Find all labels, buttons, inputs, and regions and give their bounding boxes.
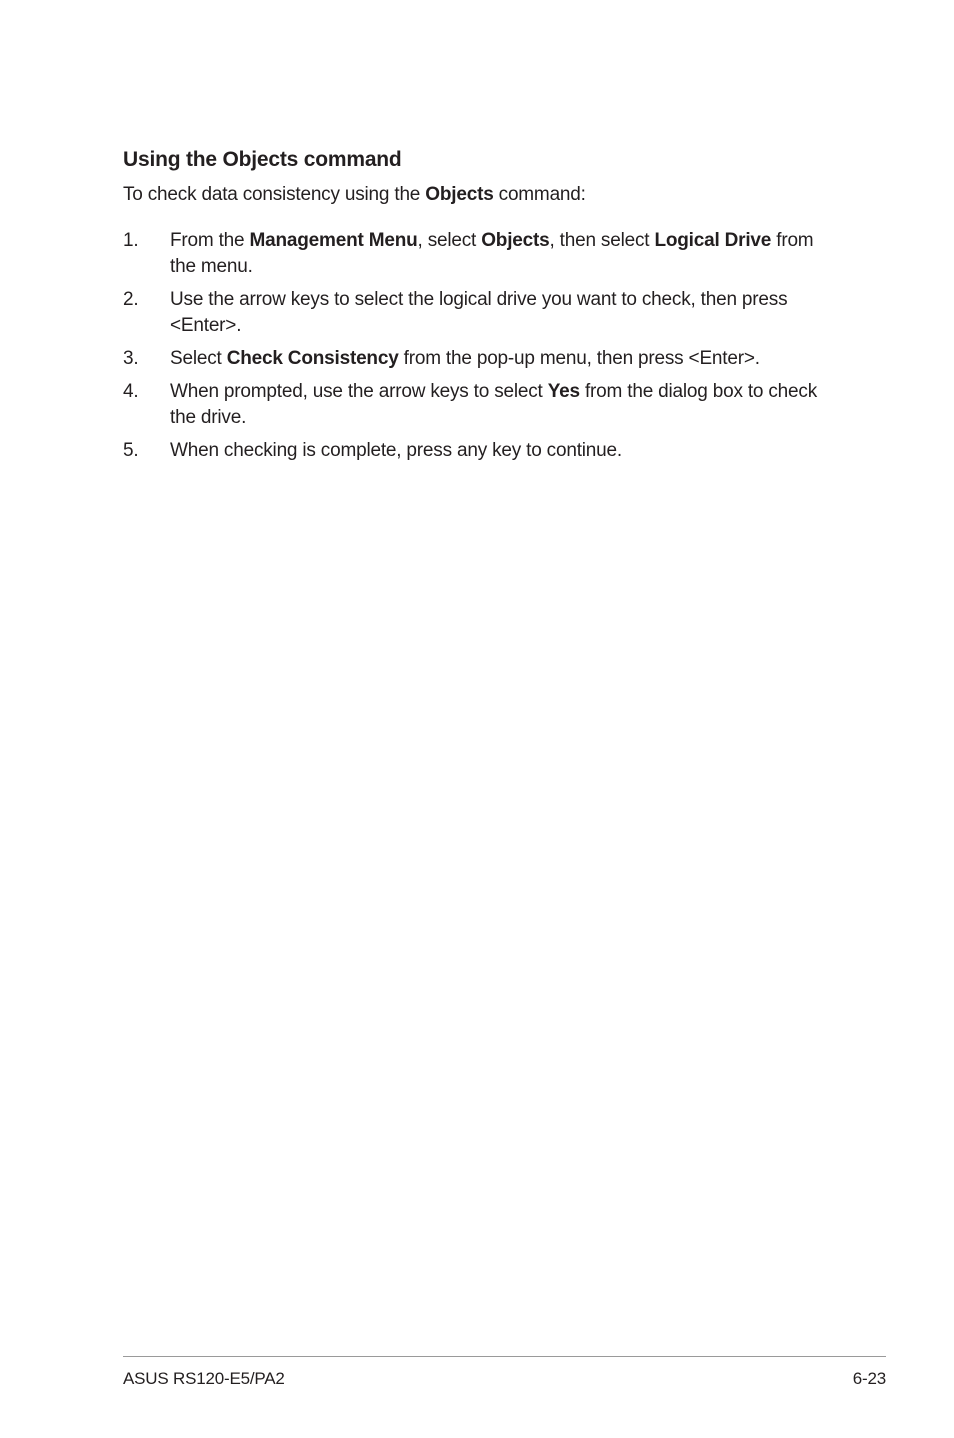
step-text: from the menu. bbox=[170, 230, 814, 277]
section-title: Using the Objects command bbox=[123, 148, 402, 171]
step-bold-term: Management Menu bbox=[249, 230, 418, 251]
intro-paragraph bbox=[123, 182, 586, 208]
step-text: When checking is complete, press any key to continue. bbox=[170, 440, 622, 461]
step-text: , then select bbox=[549, 230, 655, 251]
step-item-4 bbox=[123, 379, 833, 431]
step-number: 4. bbox=[123, 381, 139, 402]
step-item-3 bbox=[123, 346, 833, 372]
step-number: 2. bbox=[123, 289, 139, 310]
step-item-2 bbox=[123, 287, 833, 339]
steps-list bbox=[123, 228, 833, 471]
step-text: Use the arrow keys to select the logical drive you want to check, then press <Enter>. bbox=[170, 289, 788, 336]
footer-page-number: 6-23 bbox=[852, 1369, 886, 1388]
intro-text: To check data consistency using the bbox=[123, 184, 426, 205]
step-text: When prompted, use the arrow keys to select bbox=[170, 381, 548, 402]
step-item-5 bbox=[123, 438, 833, 464]
step-bold-term: Check Consistency bbox=[226, 348, 399, 369]
intro-bold-term: Objects bbox=[425, 184, 494, 205]
footer-divider bbox=[123, 1356, 886, 1357]
step-number: 1. bbox=[123, 230, 139, 251]
step-text: from the pop-up menu, then press <Enter>. bbox=[398, 348, 760, 369]
step-bold-term: Yes bbox=[547, 381, 580, 402]
step-text: From the bbox=[170, 230, 250, 251]
step-number: 5. bbox=[123, 440, 139, 461]
footer-product-name: ASUS RS120-E5/PA2 bbox=[123, 1369, 285, 1388]
step-number: 3. bbox=[123, 348, 139, 369]
intro-text-end: command: bbox=[493, 184, 586, 205]
step-text: , select bbox=[417, 230, 482, 251]
step-text: Select bbox=[170, 348, 227, 369]
step-text: from the dialog box to check the drive. bbox=[170, 381, 817, 428]
step-bold-term: Logical Drive bbox=[654, 230, 772, 251]
step-item-1 bbox=[123, 228, 833, 280]
step-bold-term: Objects bbox=[481, 230, 550, 251]
